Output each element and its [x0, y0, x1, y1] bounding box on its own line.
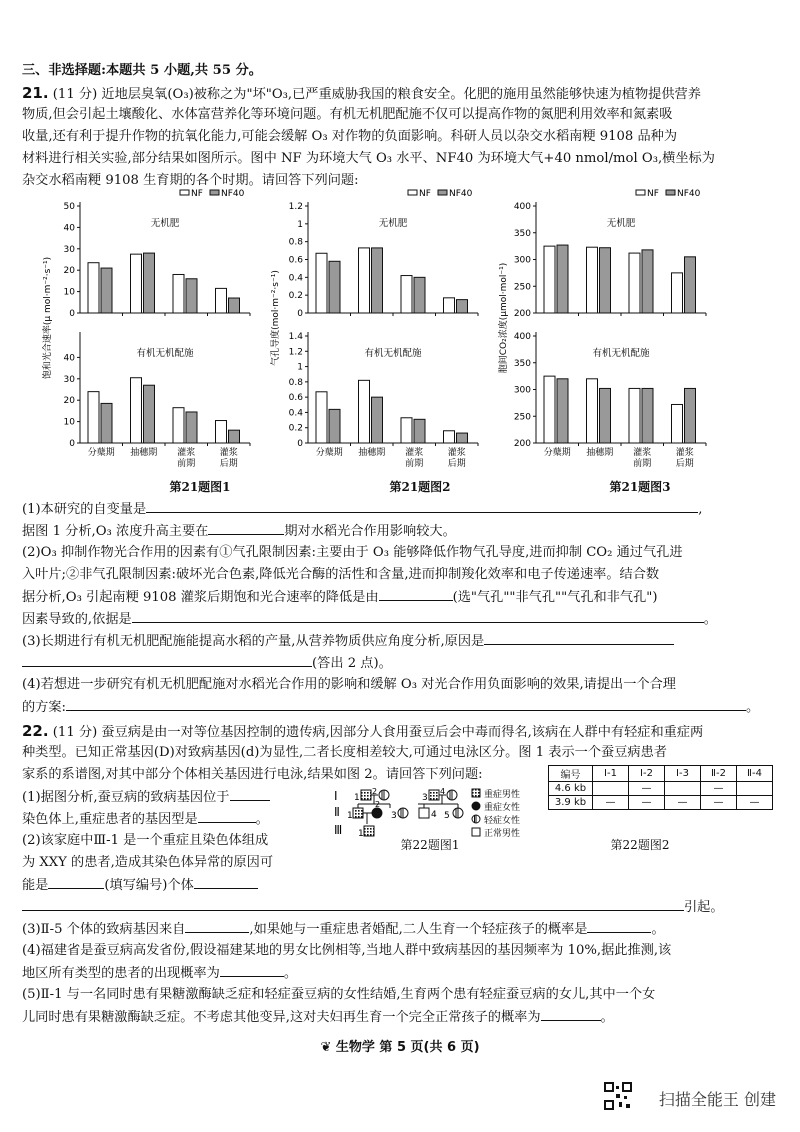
- q22-part2-line4: 引起。: [22, 898, 778, 917]
- x-tick-label: 灌浆: [219, 448, 238, 458]
- bar-nf: [587, 379, 598, 443]
- q22-part4-line2: 地区所有类型的患者的出现概率为 。: [22, 966, 297, 981]
- y-tick-label: 0.8: [288, 377, 303, 388]
- y-tick-label: 1: [297, 362, 303, 373]
- legend-swatch-nf40: [438, 190, 447, 195]
- q21-stem-line-5: 杂交水稻南粳 9108 生育期的各个时期。请回答下列问题:: [22, 173, 359, 188]
- y-tick-label: 200: [513, 439, 531, 449]
- bar-nf40: [329, 261, 340, 313]
- y-tick-label: 10: [63, 417, 75, 428]
- y-tick-label: 1.4: [288, 332, 303, 342]
- y-tick-label: 40: [63, 223, 75, 234]
- q22-part2-line1: (2)该家庭中Ⅲ-1 是一个重症且染色体组成: [22, 833, 269, 848]
- gen-label-2: Ⅱ: [334, 805, 340, 819]
- legend-severe-male: 重症男性: [484, 790, 521, 800]
- q22-part1-line1: (1)据图分析,蚕豆病的致病基因位于: [22, 788, 322, 807]
- legend-label-nf40: NF40: [221, 189, 245, 199]
- bar-nf40: [229, 298, 240, 313]
- bar-nf40: [372, 397, 383, 443]
- q21-part4-line1: (4)若想进一步研究有机无机肥配施对水稻光合作用的影响和缓解 O₃ 对光合作用负面影响的效果,请提出一个合理: [22, 677, 676, 692]
- q21-part2-line3: 据分析,O₃ 引起南粳 9108 灌浆后期饱和光合速率的降低是由 (选"气孔""非气孔""气孔和非气孔"): [22, 590, 658, 605]
- y-tick-label: 30: [63, 244, 75, 255]
- y-axis-label: 饱和光合速率(μ mol·m⁻²·s⁻¹): [43, 256, 53, 380]
- panel-label: 有机无机配施: [136, 348, 194, 359]
- fig2-caption: 第21题图2: [389, 480, 451, 494]
- x-tick-label: 后期: [447, 459, 466, 469]
- fig1-caption: 第21题图1: [169, 480, 231, 494]
- q21-stem-line-3: 收量,还有利于提升作物的抗氧化能力,可能会缓解 O₃ 对作物的负面影响。科研人员以杂交水稻南粳 9108 品种为: [22, 129, 678, 144]
- y-tick-label: 350: [513, 358, 531, 369]
- y-tick-label: 0.4: [288, 408, 303, 419]
- legend-swatch-nf: [180, 190, 189, 195]
- q22-part5-line1: (5)Ⅱ-1 与一名同时患有果糖激酶缺乏症和轻症蚕豆病的女性结婚,生育两个患有轻症蚕豆病的女儿,其中一个女: [22, 987, 656, 1002]
- bar-nf: [544, 246, 555, 313]
- scanner-stamp: 扫描全能王 创建: [658, 1090, 776, 1109]
- y-tick-label: 0.2: [288, 291, 303, 302]
- bar-nf: [316, 253, 327, 313]
- q21-number: 21.: [22, 84, 49, 102]
- y-tick-label: 0.8: [288, 237, 303, 248]
- bar-nf: [173, 274, 184, 313]
- bar-nf40: [186, 412, 197, 443]
- panel-label: 有机无机配施: [592, 348, 650, 359]
- q22-stem-line-1: 22. (11 分) 蚕豆病是由一对等位基因控制的遗传病,因部分人食用蚕豆后会中毒而得名,该病在人群中有轻症和重症两: [22, 722, 704, 740]
- answer-blank[interactable]: [22, 654, 312, 667]
- q21-stem-line-4: 材料进行相关实验,部分结果如图所示。图中 NF 为环境大气 O₃ 水平、NF40 为环境大气+40 nmol/mol O₃,横坐标为: [22, 151, 715, 166]
- bar-nf40: [101, 268, 112, 313]
- bar-nf40: [600, 388, 611, 443]
- answer-blank[interactable]: [208, 522, 284, 535]
- bar-nf: [216, 421, 227, 443]
- legend-label-nf: NF: [419, 189, 431, 199]
- q21-part2-line4: 因素导致的,依据是 。: [22, 612, 717, 627]
- answer-blank[interactable]: [230, 788, 270, 801]
- y-tick-label: 20: [63, 396, 75, 407]
- x-tick-label: 分蘖期: [87, 448, 115, 458]
- q22-part2-line2: 为 XXY 的患者,造成其染色体异常的原因可: [22, 855, 274, 870]
- bar-nf: [444, 431, 455, 443]
- answer-blank[interactable]: [587, 920, 651, 933]
- bar-nf: [359, 380, 370, 443]
- bar-nf40: [642, 250, 653, 313]
- svg-text:2: 2: [375, 800, 381, 809]
- bar-nf40: [229, 430, 240, 443]
- bar-nf: [359, 248, 370, 313]
- y-tick-label: 350: [513, 228, 531, 239]
- answer-blank[interactable]: [66, 698, 746, 711]
- svg-text:3: 3: [391, 811, 397, 821]
- y-tick-label: 400: [513, 202, 531, 212]
- y-tick-label: 200: [513, 309, 531, 319]
- bar-nf: [629, 253, 640, 313]
- answer-blank[interactable]: [185, 920, 249, 933]
- svg-text:1: 1: [354, 793, 360, 803]
- fig2-22-caption: 第22题图2: [610, 838, 670, 852]
- x-tick-label: 前期: [405, 459, 424, 469]
- x-tick-label: 灌浆: [447, 448, 466, 458]
- x-tick-label: 抽穗期: [130, 448, 158, 458]
- answer-blank[interactable]: [379, 588, 453, 601]
- answer-blank[interactable]: [22, 898, 684, 911]
- q21-part3-line1: (3)长期进行有机无机肥配施能提高水稻的产量,从营养物质供应角度分析,原因是: [22, 632, 778, 651]
- q22-stem-line-3: 家系的系谱图,对其中部分个体相关基因进行电泳,结果如图 2。请回答下列问题:: [22, 767, 483, 782]
- svg-text:4: 4: [440, 787, 446, 796]
- panel-label: 无机肥: [378, 218, 408, 229]
- svg-text:5: 5: [444, 811, 450, 821]
- answer-blank[interactable]: [541, 1008, 601, 1021]
- svg-text:1: 1: [358, 829, 364, 839]
- legend-swatch-nf: [408, 190, 417, 195]
- q22-number: 22.: [22, 722, 49, 740]
- answer-blank[interactable]: [484, 632, 674, 645]
- bar-nf: [401, 418, 412, 443]
- y-tick-label: 300: [513, 255, 531, 266]
- person-II-4: [419, 808, 429, 818]
- x-tick-label: 抽穗期: [358, 448, 386, 458]
- bar-nf40: [557, 379, 568, 443]
- bar-nf40: [414, 419, 425, 443]
- bar-nf: [88, 392, 99, 443]
- bar-nf40: [144, 385, 155, 443]
- legend-normal-male: 正常男性: [484, 829, 521, 839]
- x-tick-label: 后期: [219, 459, 238, 469]
- x-tick-label: 后期: [675, 459, 694, 469]
- gen-label-1: Ⅰ: [334, 789, 338, 803]
- bar-nf: [672, 404, 683, 443]
- q21-part4-line2: 的方案: 。: [22, 700, 760, 715]
- q22-part3: (3)Ⅱ-5 个体的致病基因来自 ,如果她与一重症患者婚配,二人生育一个轻症孩子的概率是 。: [22, 922, 665, 937]
- y-tick-label: 1.2: [288, 202, 303, 212]
- bar-nf40: [557, 245, 568, 313]
- bar-nf: [316, 392, 327, 443]
- q21-part1-line2: 据图 1 分析,O₃ 浓度升高主要在 期对水稻光合作用影响较大。: [22, 524, 456, 539]
- y-tick-label: 0.2: [288, 423, 303, 434]
- y-tick-label: 40: [63, 353, 75, 364]
- y-tick-label: 400: [513, 332, 531, 342]
- panel-label: 无机肥: [606, 218, 636, 229]
- fig3-caption: 第21题图3: [609, 480, 671, 494]
- bar-nf40: [642, 388, 653, 443]
- x-tick-label: 灌浆: [177, 448, 196, 458]
- legend-label-nf: NF: [647, 189, 659, 199]
- y-tick-label: 0: [69, 439, 75, 449]
- pedigree-chart: [328, 786, 538, 840]
- svg-text:4: 4: [431, 810, 437, 820]
- answer-blank[interactable]: [48, 876, 104, 889]
- y-tick-label: 50: [63, 202, 75, 212]
- panel-label: 有机无机配施: [364, 348, 422, 359]
- person-I-1: [361, 790, 371, 800]
- y-tick-label: 0.6: [288, 393, 303, 404]
- x-tick-label: 前期: [633, 459, 652, 469]
- svg-text:2: 2: [372, 787, 378, 796]
- y-tick-label: 1: [297, 219, 303, 230]
- x-tick-label: 分蘖期: [315, 448, 343, 458]
- x-tick-label: 抽穗期: [586, 448, 614, 458]
- x-tick-label: 灌浆: [675, 448, 694, 458]
- bar-nf: [131, 378, 142, 443]
- y-tick-label: 0.6: [288, 255, 303, 266]
- bar-nf: [131, 254, 142, 313]
- gen-label-3: Ⅲ: [334, 823, 343, 837]
- x-tick-label: 灌浆: [405, 448, 424, 458]
- y-tick-label: 250: [513, 412, 531, 423]
- bar-nf: [544, 376, 555, 443]
- q21-part1-line1: (1)本研究的自变量是 ,: [22, 502, 703, 517]
- bar-nf40: [372, 248, 383, 313]
- bar-nf40: [685, 388, 696, 443]
- q22-part1-line2: 染色体上,重症患者的基因型是 。: [22, 812, 269, 827]
- bar-nf40: [600, 248, 611, 313]
- y-tick-label: 0: [69, 309, 75, 319]
- q22-part4-line1: (4)福建省是蚕豆病高发省份,假设福建某地的男女比例相等,当地人群中致病基因的基因频率为 10%,据此推测,该: [22, 943, 672, 958]
- y-tick-label: 1.2: [288, 347, 303, 358]
- q21-part2-line1: (2)O₃ 抑制作物光合作用的因素有①气孔限制因素:主要由于 O₃ 能够降低作物气孔导度,进而抑制 CO₂ 通过气孔进: [22, 545, 683, 560]
- bar-nf: [401, 276, 412, 313]
- legend-swatch-nf40: [666, 190, 675, 195]
- bar-nf: [629, 388, 640, 443]
- svg-text:3: 3: [422, 793, 428, 803]
- legend-swatch-nf: [636, 190, 645, 195]
- q21-stem-line-2: 物质,但会引起土壤酸化、水体富营养化等环境问题。有机无机肥配施不仅可以提高作物的氮肥利用效率和氮素吸: [22, 107, 673, 122]
- y-tick-label: 250: [513, 282, 531, 293]
- legend-label-nf: NF: [191, 189, 203, 199]
- bar-nf40: [329, 409, 340, 443]
- q21-charts: [40, 188, 780, 498]
- bar-nf: [88, 263, 99, 313]
- qr-code-icon: [604, 1082, 632, 1110]
- y-tick-label: 300: [513, 385, 531, 396]
- bar-nf: [173, 408, 184, 443]
- legend-severe-female: 重症女性: [484, 803, 521, 813]
- y-axis-label: 胞间CO₂浓度(μmol·mol⁻¹): [499, 262, 509, 374]
- gel-table: 编号 Ⅰ-1 Ⅰ-2 Ⅰ-3 Ⅱ-2 Ⅱ-4 4.6 kb — — 3.9 kb — — — — —: [548, 765, 773, 810]
- answer-blank[interactable]: [194, 876, 258, 889]
- bar-nf40: [457, 300, 468, 313]
- svg-text:1: 1: [347, 811, 353, 821]
- person-II-1: [353, 808, 363, 818]
- bar-nf40: [144, 253, 155, 313]
- legend-label-nf40: NF40: [677, 189, 701, 199]
- bar-nf40: [457, 433, 468, 443]
- section-title: 三、非选择题:本题共 5 小题,共 55 分。: [22, 63, 262, 78]
- legend-label-nf40: NF40: [449, 189, 473, 199]
- page-footer: ❦ 生物学 第 5 页(共 6 页): [320, 1040, 480, 1055]
- answer-blank[interactable]: [198, 810, 256, 823]
- q22-part2-line3: 能是 (填写编号)个体: [22, 876, 322, 895]
- bar-nf: [444, 298, 455, 313]
- q21-stem-line-1: 21. (11 分) 近地层臭氧(O₃)被称之为"坏"O₃,已严重威胁我国的粮食安全。化肥的施用虽然能够快速为植物提供营养: [22, 84, 701, 102]
- person-III-1: [364, 826, 374, 836]
- legend-swatch-nf40: [210, 190, 219, 195]
- bar-nf: [672, 273, 683, 313]
- x-tick-label: 前期: [177, 459, 196, 469]
- y-tick-label: 0: [297, 439, 303, 449]
- bar-nf: [216, 288, 227, 313]
- bar-nf40: [685, 257, 696, 313]
- y-tick-label: 0: [297, 309, 303, 319]
- q21-part2-line2: 入叶片;②非气孔限制因素:破坏光合色素,降低光合酶的活性和含量,进而抑制羧化效率和电子传递速率。结合数: [22, 567, 660, 582]
- y-tick-label: 0.4: [288, 273, 303, 284]
- person-II-2: [372, 808, 382, 818]
- x-tick-label: 灌浆: [633, 448, 652, 458]
- y-axis-label: 气孔导度(mol·m⁻²·s⁻¹): [271, 270, 281, 366]
- bar-nf40: [186, 279, 197, 313]
- x-tick-label: 分蘖期: [543, 448, 571, 458]
- q22-part5-line2: 儿同时患有果糖激酶缺乏症。不考虑其他变异,这对夫妇再生育一个完全正常孩子的概率为 。: [22, 1010, 614, 1025]
- answer-blank[interactable]: [220, 964, 284, 977]
- legend-mild-female: 轻症女性: [484, 816, 521, 826]
- y-tick-label: 10: [63, 287, 75, 298]
- bar-nf40: [414, 277, 425, 313]
- book-icon: ❦: [320, 1040, 332, 1055]
- answer-blank[interactable]: [132, 610, 704, 623]
- y-tick-label: 20: [63, 266, 75, 277]
- y-tick-label: 30: [63, 374, 75, 385]
- q22-stem-line-2: 种类型。已知正常基因(D)对致病基因(d)为显性,二者长度相差较大,可通过电泳区分。图 1 表示一个蚕豆病患者: [22, 745, 667, 760]
- panel-label: 无机肥: [150, 218, 180, 229]
- answer-blank[interactable]: [146, 500, 698, 513]
- q21-part3-line2: (答出 2 点)。: [22, 654, 778, 673]
- person-I-3: [429, 790, 439, 800]
- bar-nf: [587, 247, 598, 313]
- bar-nf40: [101, 403, 112, 443]
- fig1-22-caption: 第22题图1: [400, 838, 460, 852]
